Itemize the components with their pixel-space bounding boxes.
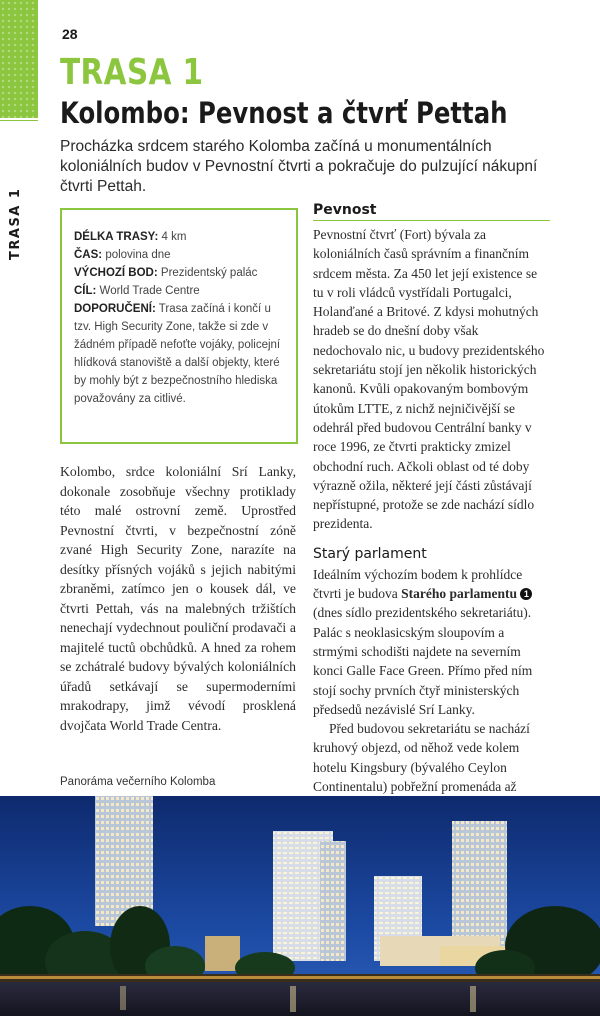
accent-strip [0,0,38,118]
photo-caption: Panoráma večerního Kolomba [60,776,216,788]
info-goal: CÍL: World Trade Centre [74,285,200,297]
section-text-stary-parlament: Ideálním výchozím bodem k prohlídce čtvrti je budova Starého parlamentu 1 (dnes sídlo prezidentského sekretariátu). Palác s neoklasicským sloupovím a strmými schodišti najdete na severním konci Galle Face Green. Přímo před ním stojí sochy prvních čtyř ministerských předsedů nezávislé Srí Lanky. Před budovou sekretariátu se nachází kruhový objezd, od něhož vede kolem hotelu Kingsbury (bývalého Ceylon Continentalu) pobřežní promenáda až [313,566,533,795]
highlight-old-parliament: Starého parlamentu [401,586,517,602]
section-text-pevnost: Pevnostní čtvrť (Fort) bývala za koloniálních časů správním a finančním srdcem města. Za 450 let její existence se tu v roli vládců vystřídali Portugalci, Holanďané a Britové. Z kdysi mohutných hradeb se do dnešní doby však nedochovalo nic, u budovy prezidentského sekretariátu stojí jen několik historických kanonů. Kvůli opakovaným bombovým útokům LTTE, z nichž nejničivější se odehrál před budovou Centrální banky v roce 1996, ze čtvrti prakticky zmizel obchodní ruch. Ačkoli oblast od té doby výrazně ožila, některé její části zůstávají nepřístupné, protože se zde nachází sídlo prezidenta. [313,227,545,532]
info-tip: DOPORUČENÍ: Trasa začíná i končí u tzv. High Security Zone, takže si zde v žádném případě nefoťte vojáky, policejní hlídková stanoviště a další objekty, které by mohly být z bezpečnostního hlediska považovány za citlivé. [74,303,281,405]
info-time: ČAS: polovina dne [74,249,171,261]
section-heading-stary-parlament: Starý parlament [313,545,427,562]
side-section-label: TRASA 1 [8,187,23,260]
info-start: VÝCHOZÍ BOD: Prezidentský palác [74,267,258,279]
section-heading-pevnost: Pevnost [313,202,550,221]
intro-paragraph: Procházka srdcem starého Kolomba začíná u monumentálních koloniálních budov v Pevnostní čtvrti a pokračuje do pulzující nákupní čtvrti Pettah. [60,138,538,195]
page-number: 28 [62,26,78,42]
right-column [313,202,550,796]
body-text-left: Kolombo, srdce koloniální Srí Lanky, dokonale zosobňuje všechny protiklady této malé ostrovní země. Uprostřed Pevnostní čtvrti, v bezpečnostní zóně zvané High Security Zone, narazíte na desítky přísných vojáků s jejich nabitými zbraněmi, zatímco jen o kousek dál, ve čtvrti Pettah, vás na malebných tržištích nenechají vydechnout pouliční prodavači a majitelé tuctů obchůdků. A hned za rohem se zchátralé budovy bývalých koloniálních úřadů setkávají se supermoderními mrakodrapy, jimž vévodí prosklená dvojčata World Trade Centra. [60,464,296,733]
info-length: DÉLKA TRASY: 4 km [74,231,187,243]
map-marker-badge: 1 [520,588,532,600]
colombo-skyline-photo [0,796,600,1016]
side-rule [0,120,38,121]
route-info-box [60,208,298,444]
route-label: TRASA 1 [60,52,204,93]
page-title: Kolombo: Pevnost a čtvrť Pettah [60,96,508,130]
